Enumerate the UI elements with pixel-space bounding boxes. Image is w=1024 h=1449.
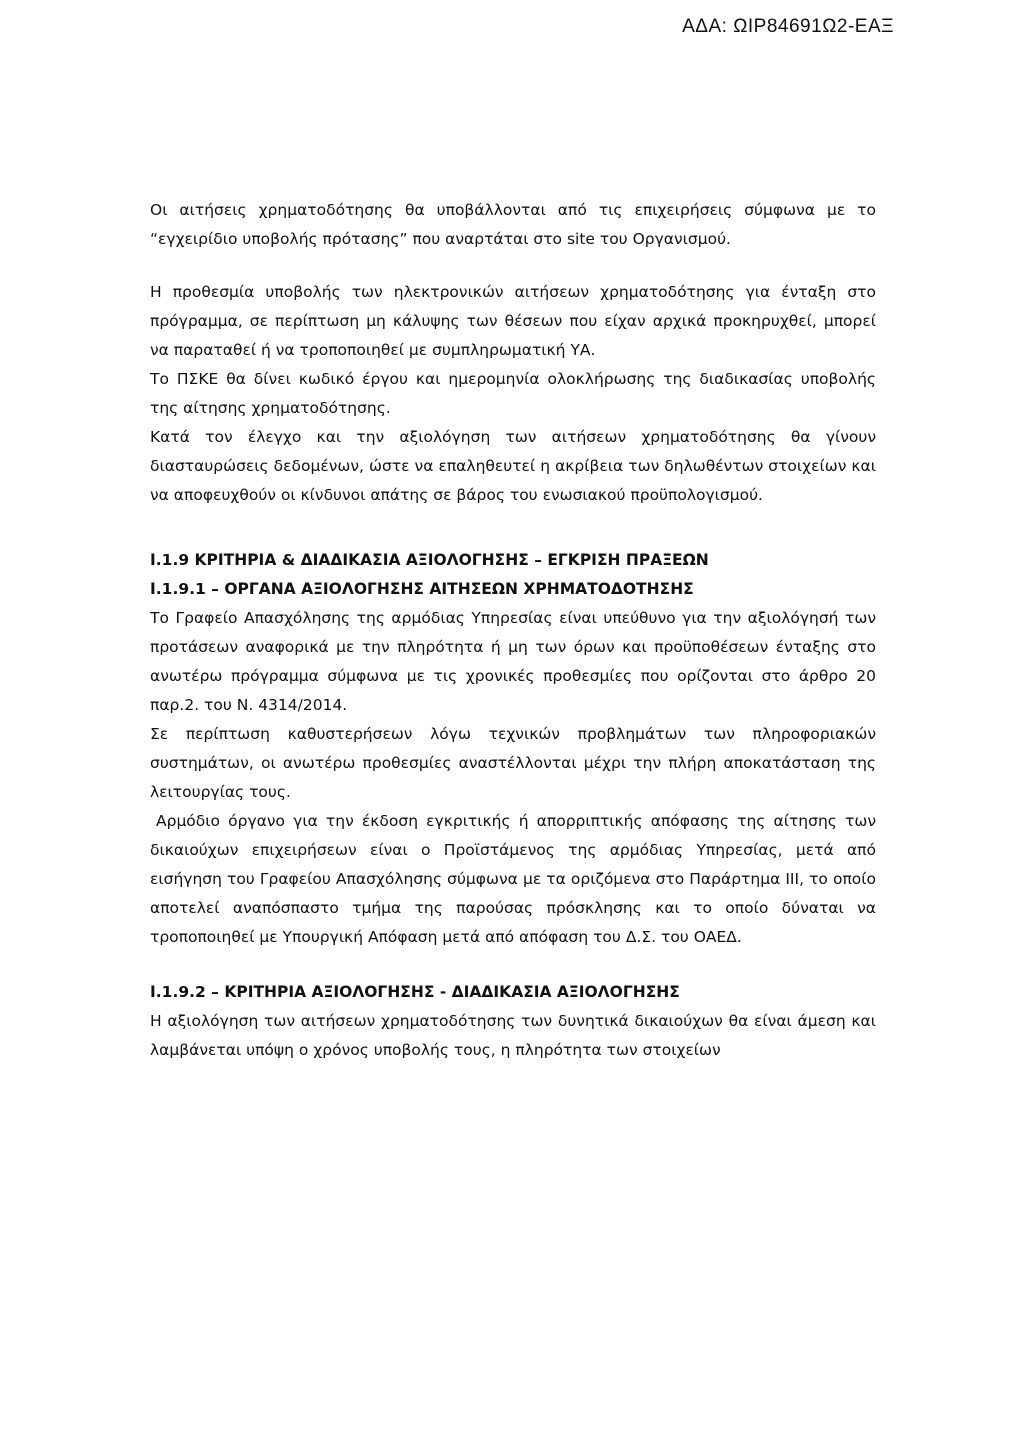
paragraph-competent-body: Αρμόδιο όργανο για την έκδοση εγκριτικής ή απορριπτικής απόφασης της αίτησης των δικαιούχων επιχειρήσεων είναι ο Προϊστάμενος της αρμόδιας Υπηρεσίας, μετά από εισήγηση του Γραφείου Απασχόλησης σύμφωνα με τα οριζόμενα στο Παράρτημα ΙΙΙ, το οποίο αποτελεί αναπόσπαστο τμήμα της παρούσας πρόσκλησης και το οποίο δύναται να τροποποιηθεί με Υπουργική Απόφαση μετά από απόφαση του Δ.Σ. του ΟΑΕΔ.: [150, 812, 876, 946]
section-heading-criteria: Ι.1.9 ΚΡΙΤΗΡΙΑ & ΔΙΑΔΙΚΑΣΙΑ ΑΞΙΟΛΟΓΗΣΗΣ – ΕΓΚΡΙΣΗ ΠΡΑΞΕΩΝ: [150, 551, 709, 569]
paragraph-evaluation: Η αξιολόγηση των αιτήσεων χρηματοδότησης των δυνητικά δικαιούχων θα είναι άμεση και λαμβάνεται υπόψη ο χρόνος υποβολής τους, η πληρότητα των στοιχείων: [150, 1012, 876, 1059]
subsection-heading-evaluation: Ι.1.9.2 – ΚΡΙΤΗΡΙΑ ΑΞΙΟΛΟΓΗΣΗΣ - ΔΙΑΔΙΚΑΣΙΑ ΑΞΙΟΛΟΓΗΣΗΣ: [150, 983, 680, 1001]
subsection-heading-bodies: Ι.1.9.1 – ΟΡΓΑΝΑ ΑΞΙΟΛΟΓΗΣΗΣ ΑΙΤΗΣΕΩΝ ΧΡΗΜΑΤΟΔΟΤΗΣΗΣ: [150, 580, 694, 598]
paragraph-delays: Σε περίπτωση καθυστερήσεων λόγω τεχνικών προβλημάτων των πληροφοριακών συστημάτων, οι ανωτέρω προθεσμίες αναστέλλονται μέχρι την πλήρη αποκατάσταση της λειτουργίας τους.: [150, 725, 876, 801]
paragraph-deadline: Η προθεσμία υποβολής των ηλεκτρονικών αιτήσεων χρηματοδότησης για ένταξη στο πρόγραμμα, σε περίπτωση μη κάλυψης των θέσεων που είχαν αρχικά προκηρυχθεί, μπορεί να παραταθεί ή να τροποποιηθεί με συμπληρωματική ΥΑ.: [150, 283, 876, 359]
paragraph-employment-office: Το Γραφείο Απασχόλησης της αρμόδιας Υπηρεσίας είναι υπεύθυνο για την αξιολόγησή των προτάσεων αναφορικά με την πληρότητα ή μη των όρων και προϋποθέσεων ένταξης στο ανωτέρω πρόγραμμα σύμφωνα με τις χρονικές προθεσμίες που ορίζονται στο άρθρο 20 παρ.2. του Ν. 4314/2014.: [150, 609, 876, 714]
document-body: [150, 196, 876, 1065]
ada-code: ΑΔΑ: ΩΙΡ84691Ω2-ΕΑΞ: [682, 16, 894, 37]
paragraph-project-code: Το ΠΣΚΕ θα δίνει κωδικό έργου και ημερομηνία ολοκλήρωσης της διαδικασίας υποβολής της αίτησης χρηματοδότησης.: [150, 370, 876, 417]
paragraph-cross-checks: Κατά τον έλεγχο και την αξιολόγηση των αιτήσεων χρηματοδότησης θα γίνουν διασταυρώσεις δεδομένων, ώστε να επαληθευτεί η ακρίβεια των δηλωθέντων στοιχείων και να αποφευχθούν οι κίνδυνοι απάτης σε βάρος του ενωσιακού προϋπολογισμού.: [150, 428, 876, 504]
paragraph-submission: Οι αιτήσεις χρηματοδότησης θα υποβάλλονται από τις επιχειρήσεις σύμφωνα με το “εγχειρίδιο υποβολής πρότασης” που αναρτάται στο site του Οργανισμού.: [150, 201, 876, 248]
